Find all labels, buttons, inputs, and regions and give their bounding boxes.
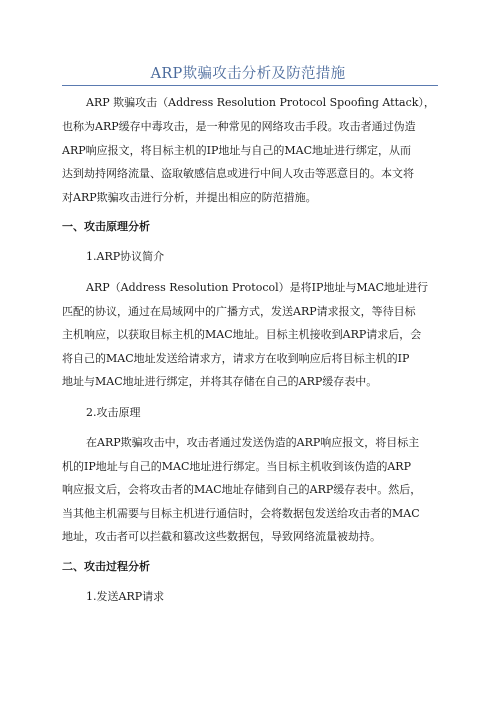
s1-sub2-line-1: 在ARP欺骗攻击中，攻击者通过发送伪造的ARP响应报文，将目标主 (86, 436, 420, 449)
s1-sub2-line-4: 当其他主机需要与目标主机进行通信时，会将数据包发送给攻击者的MAC (62, 507, 420, 520)
s1-sub2-line-2: 机的IP地址与自己的MAC地址进行绑定。当目标主机收到该伪造的ARP (62, 460, 411, 473)
s1-sub1-line-2: 匹配的协议，通过在局域网中的广播方式，发送ARP请求报文，等待目标 (62, 305, 416, 318)
intro-line-5: 对ARP欺骗攻击进行分析，并提出相应的防范措施。 (62, 191, 317, 204)
s1-sub1-line-4: 将自己的MAC地址发送给请求方，请求方在收到响应后将目标主机的IP (62, 352, 410, 365)
document-title: ARP欺骗攻击分析及防范措施 (150, 66, 346, 82)
s1-sub1-line-3: 主机响应，以获取目标主机的MAC地址。目标主机接收到ARP请求后，会 (62, 328, 422, 341)
section2-heading: 二、攻击过程分析 (62, 560, 150, 573)
intro-line-3: ARP响应报文，将目标主机的IP地址与自己的MAC地址进行绑定，从而 (62, 144, 411, 157)
section1-sub1-heading: 1.ARP协议简介 (86, 250, 165, 263)
intro-line-2: 也称为ARP缓存中毒攻击，是一种常见的网络攻击手段。攻击者通过伪造 (62, 120, 416, 133)
section1-heading: 一、攻击原理分析 (62, 220, 150, 233)
s1-sub2-line-5: 地址，攻击者可以拦截和篡改这些数据包，导致网络流量被劫持。 (62, 530, 381, 543)
s1-sub2-line-3: 响应报文后，会将攻击者的MAC地址存储到自己的ARP缓存表中。然后， (62, 483, 422, 496)
intro-line-1: ARP 欺骗攻击（Address Resolution Protocol Spoofing Attack）， (86, 96, 435, 109)
title-underline (62, 85, 438, 86)
section1-sub2-heading: 2.攻击原理 (86, 406, 141, 419)
section2-sub1-heading: 1.发送ARP请求 (86, 590, 165, 603)
intro-line-4: 达到劫持网络流量、盗取敏感信息或进行中间人攻击等恶意目的。本文将 (62, 167, 414, 180)
s1-sub1-line-1: ARP（Address Resolution Protocol）是将IP地址与MAC地址进行 (86, 281, 429, 294)
s1-sub1-line-5: 地址与MAC地址进行绑定，并将其存储在自己的ARP缓存表中。 (62, 375, 378, 388)
